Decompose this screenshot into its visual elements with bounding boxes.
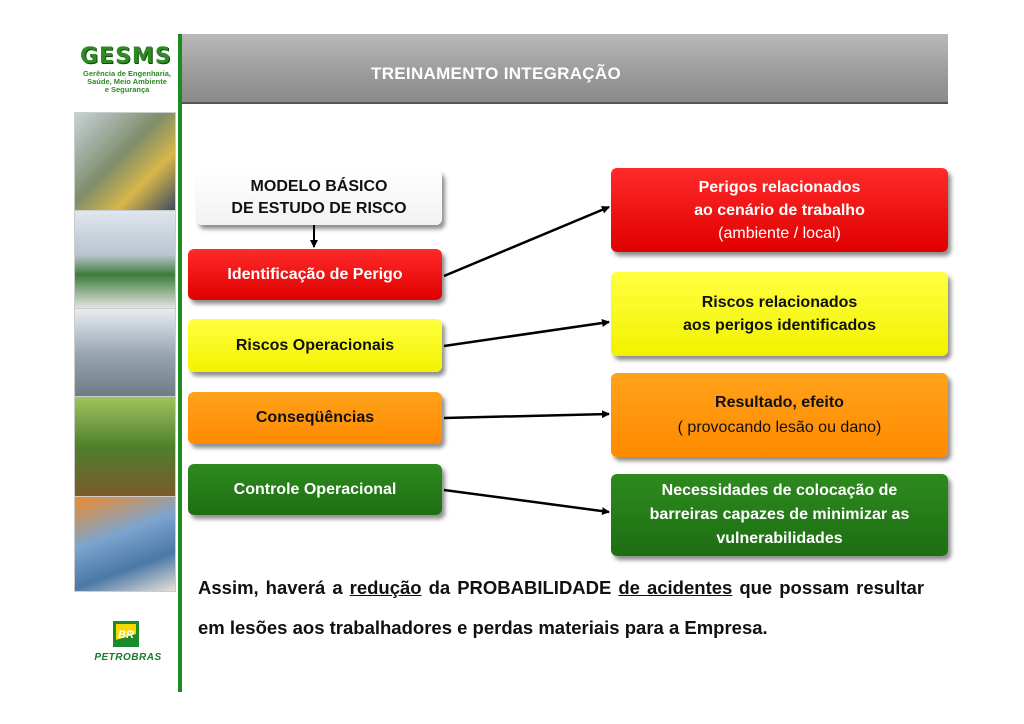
box-related-hazards: [611, 168, 948, 252]
para-underlined: de acidentes: [618, 577, 733, 598]
box-operational-risks: Riscos Operacionais: [188, 319, 442, 372]
green-divider-line: [178, 34, 182, 692]
model-box-line: MODELO BÁSICO: [250, 177, 388, 195]
para-text: que possam resultar em lesões aos trabalhadores e perdas materiais para a Empresa.: [198, 577, 925, 638]
logo-subtitle-line: Saúde, Meio Ambiente: [87, 77, 167, 86]
box-line: Perigos relacionados: [698, 178, 861, 196]
box-line: Resultado, efeito: [715, 394, 844, 411]
box-line: aos perigos identificados: [683, 317, 876, 334]
photo-gas-station: [74, 210, 176, 310]
para-text: Assim, haverá a: [198, 577, 350, 598]
logo-subtitle-line: e Segurança: [104, 85, 150, 94]
box-line: (ambiente / local): [718, 224, 841, 242]
photo-forest: [74, 396, 176, 498]
arrow-control: [444, 490, 609, 512]
conclusion-paragraph: [198, 568, 924, 648]
photo-offshore-workers: [74, 496, 176, 592]
box-line: Riscos relacionados: [701, 294, 858, 311]
arrow-consequences: [444, 414, 609, 418]
arrow-hazard: [444, 207, 609, 276]
page-title: TREINAMENTO INTEGRAÇÃO: [371, 64, 621, 83]
box-line: Necessidades de colocação de: [661, 482, 898, 499]
logo-subtitle-line: Gerência de Engenharia,: [83, 69, 171, 78]
para-text: da PROBABILIDADE: [421, 577, 619, 598]
model-box: [196, 170, 442, 225]
box-result-effect: [611, 373, 948, 457]
box-line: ao cenário de trabalho: [694, 201, 865, 219]
box-line: vulnerabilidades: [716, 530, 843, 547]
br-logo-icon: [112, 620, 140, 648]
box-related-risks: [611, 272, 948, 356]
photo-workers: [74, 112, 176, 212]
box-hazard-identification: Identificação de Perigo: [188, 249, 442, 300]
br-logo-text: BR: [118, 629, 134, 641]
petrobras-wordmark: PETROBRAS: [94, 652, 162, 663]
box-operational-control: Controle Operacional: [188, 464, 442, 515]
box-line: ( provocando lesão ou dano): [677, 419, 882, 436]
gesms-logo: GESMS: [80, 44, 172, 69]
arrow-risks: [444, 322, 609, 346]
model-box-line: DE ESTUDO DE RISCO: [231, 199, 407, 217]
photo-refinery: [74, 308, 176, 398]
gesms-logo-subtitle: [72, 70, 182, 94]
para-underlined: redução: [349, 577, 422, 598]
box-barrier-needs: [611, 474, 948, 556]
box-consequences: Conseqüências: [188, 392, 442, 444]
box-line: barreiras capazes de minimizar as: [649, 506, 910, 523]
